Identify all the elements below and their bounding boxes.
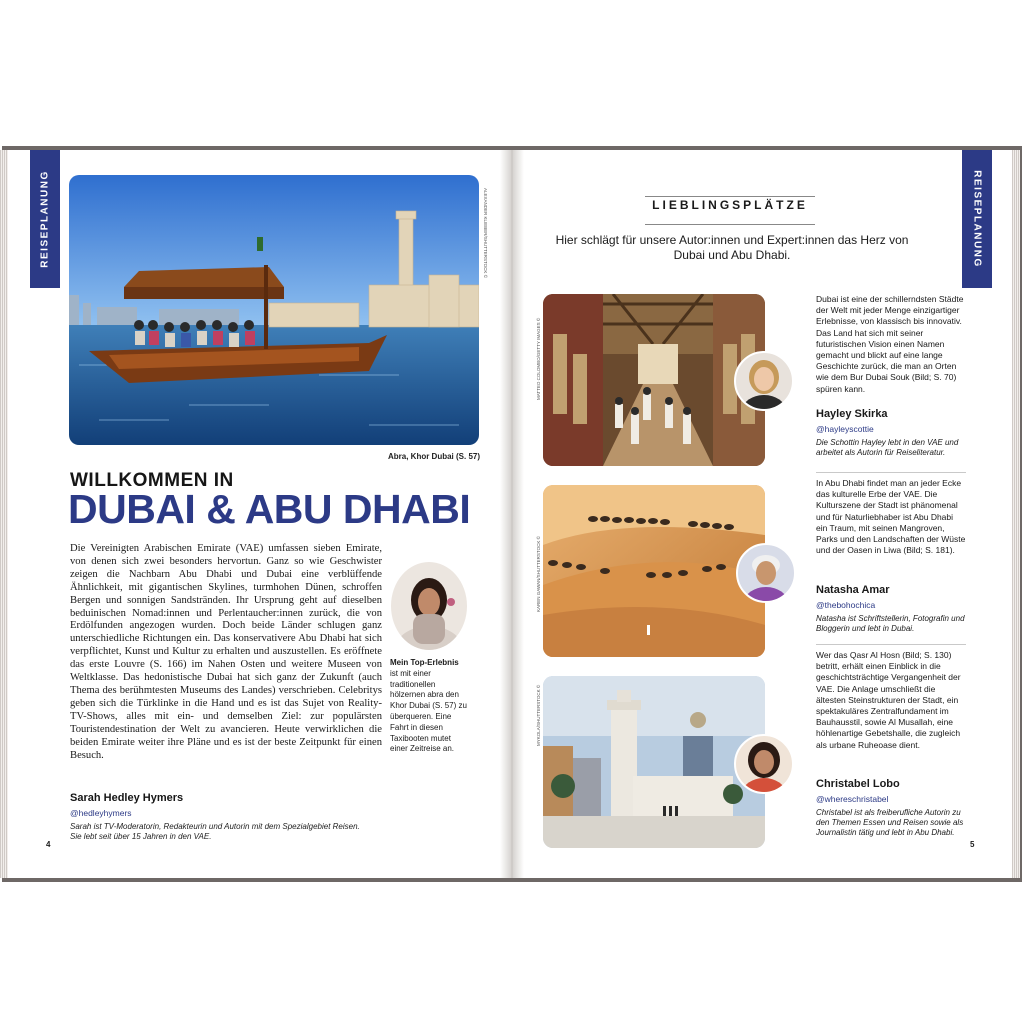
photo-caption: Abra, Khor Dubai (S. 57) [388, 452, 481, 461]
section-tab-right [962, 150, 992, 288]
contributor-name: Hayley Skirka [816, 408, 888, 420]
entry-text: Dubai ist eine der schillerndsten Städte der Welt mit jeder Menge einzigartiger Erlebnisse, von klassisch bis innovativ. Das Land hat sich mit seiner futuristischen Vision einen Namen gemacht und blickt auf eine lange Geschichte zurück, die man an Orten wie dem Bur Dubai Souk (Bild; S. 70) spüren kann. [816, 294, 964, 394]
top-experience-text: ist mit einer traditionellen hölzernen abra den Khor Dubai (S. 57) zu überqueren. Eine Fahrt in diesen Taxibooten mutet einer Zeitreise an. [390, 668, 467, 754]
contributor-bio: Christabel ist als freiberufliche Autorin zu den Themen Essen und Reisen sowie als Journalistin tätig und lebt in Abu Dhabi. [816, 808, 964, 837]
section-rule-bottom [645, 224, 815, 225]
photo-credit: MYKOLA/SHUTTERSTOCK © [536, 684, 541, 746]
headline-kicker: WILLKOMMEN IN [70, 470, 234, 491]
page-number: 5 [970, 840, 975, 849]
contributor-portrait [734, 734, 794, 794]
author-bio: Sarah ist TV-Moderatorin, Redakteurin und Autorin mit dem Spezialgebiet Reisen. Sie lebt seit über 15 Jahren in den VAE. [70, 822, 360, 841]
contributor-name: Natasha Amar [816, 584, 890, 596]
author-name: Sarah Hedley Hymers [70, 792, 184, 804]
author-portrait [389, 560, 469, 652]
photo-credit: ALEXANDER KLIEBER/SHUTTERSTOCK © [483, 188, 488, 279]
page-title: DUBAI & ABU DHABI [68, 486, 471, 532]
abra-boat-photo [69, 175, 479, 445]
page-number: 4 [46, 840, 51, 849]
entry-text: In Abu Dhabi findet man an jeder Ecke das kulturelle Erbe der VAE. Die Kulturszene der Stadt ist phänomenal und für Naturliebhaber ist Abu Dhabi ein Traum, mit seinen Mangroven, Parks und den Landschaften der Wüste und der Oasen in Liwa (Bild; S. 181). [816, 478, 966, 556]
photo-credit: KAREN GAWAN/SHUTTERSTOCK © [536, 536, 541, 612]
desert-photo [543, 485, 765, 657]
section-tab-left [30, 150, 60, 288]
qasr-al-hosn-photo [543, 676, 765, 848]
entry-text: Wer das Qasr Al Hosn (Bild; S. 130) betritt, erhält einen Einblick in die geschichtsträchtige Vergangenheit der VAE. Die Anlage umschließt die ältesten Steinstrukturen der Stadt, ein spektakuläres Zentralfundament im Bauhausstil, sowie Al Musallah, eine höhlenartige Gebetshalle, die zugleich als urbane Ruheoase dient. [816, 650, 961, 750]
contributor-handle[interactable]: @hayleyscottie [816, 424, 874, 434]
section-tab-label: REISEPLANUNG [39, 170, 51, 268]
author-handle[interactable]: @hedleyhymers [70, 808, 132, 818]
contributor-portrait [736, 543, 796, 603]
section-title: LIEBLINGSPLÄTZE [652, 198, 808, 212]
intro-text: Die Vereinigten Arabischen Emirate (VAE) umfassen sieben Emirate, von denen sich zwei besonders hervortun. Ganz so wie Geschwister zeigen die Nachbarn Abu Dhabi und Dubai eine verblüffende Ähnlichkeit, mit gigantischen Skylines, turmhohen Dünen, schroffen Bergen und sonnigen Sandstränden. Ihr Ursprung geht auf dieselben beduinischen Nomad:innen und Perlentaucher:innen zurück, die von Erdölfunden angezogen wurden. Doch beide Länder schlugen ganz unterschiedliche Richtungen ein. Das konservativere Abu Dhabi hat sich verpflichtet, Kunst und Kultur zu erhalten und auszustellen. Es eröffnete das erste Louvre (S. 166) im Nahen Osten und weitere Museen von Weltklasse. Das hedonistische Dubai hat sich ganz der Zukunft (auch Thema des berühmtesten Museums des Landes) verschrieben. Celebritys geben sich die Türklinke in die Hand und es ist das Sujet von Reality-TV-Shows, alles mit ein- und demselben Ziel: zur populärsten Touristendestination der Welt zu avancieren. Heute verwirklichen die beiden Emirate weiter ihre Pläne und es ist der beste Zeitpunkt für einen Besuch. [70, 543, 382, 761]
contributor-name: Christabel Lobo [816, 778, 900, 790]
page-edges-left [0, 150, 8, 878]
section-subtitle: Hier schlägt für unsere Autor:innen und Expert:innen das Herz von Dubai und Abu Dhabi. [555, 233, 909, 262]
top-experience [390, 658, 470, 755]
photo-credit: MATTEO COLOMBO/GETTY IMAGES © [536, 317, 541, 400]
section-rule-top [645, 196, 815, 197]
souk-photo [543, 294, 765, 466]
divider [816, 472, 966, 473]
top-experience-title: Mein Top-Erlebnis [390, 658, 459, 667]
contributor-bio: Natasha ist Schriftstellerin, Fotografin und Bloggerin und lebt in Dubai. [816, 614, 965, 633]
contributor-handle[interactable]: @thebohochica [816, 600, 876, 610]
divider [816, 644, 966, 645]
page-edges-right [1012, 150, 1020, 878]
book-gutter [500, 150, 524, 878]
contributor-handle[interactable]: @whereschristabel [816, 794, 889, 804]
contributor-bio: Die Schottin Hayley lebt in den VAE und arbeitet als Autorin für Reiseliteratur. [816, 438, 959, 457]
section-tab-label: REISEPLANUNG [971, 170, 983, 268]
contributor-portrait [734, 351, 794, 411]
